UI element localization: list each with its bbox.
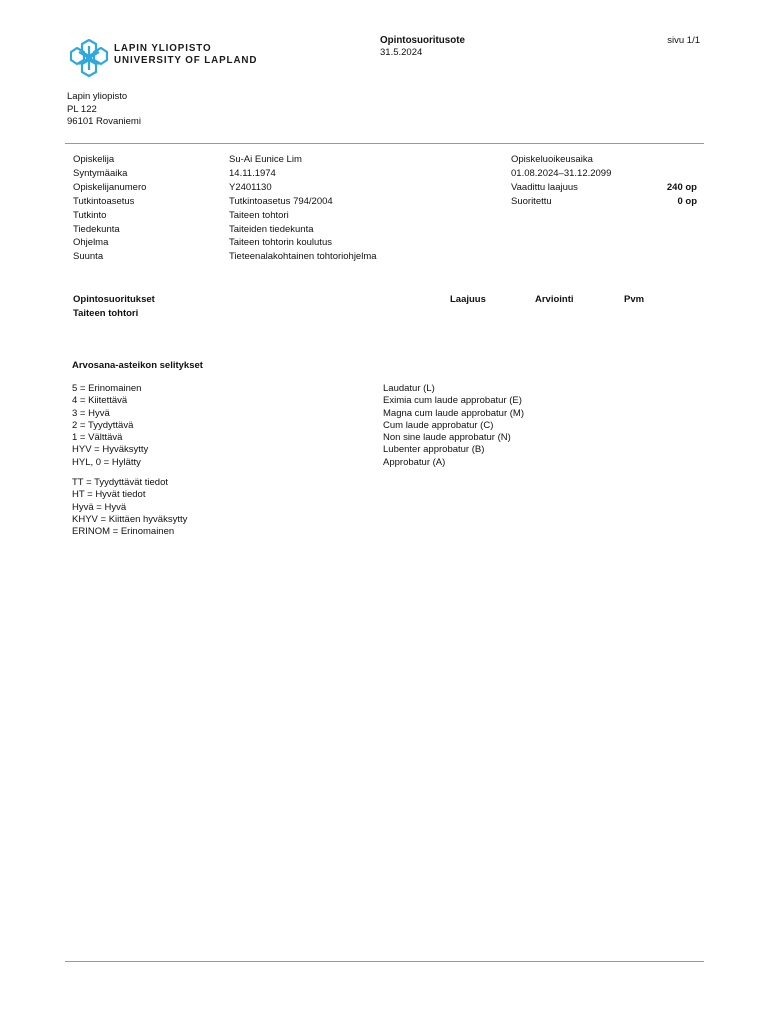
- page-number: sivu 1/1: [667, 35, 700, 46]
- logo-line-fi: LAPIN YLIOPISTO: [114, 43, 212, 54]
- grade-scale-item: ERINOM = Erinomainen: [72, 526, 175, 538]
- info-label: Tiedekunta: [73, 223, 120, 235]
- university-address: [67, 91, 141, 129]
- grade-scale-item: 1 = Välttävä: [72, 432, 123, 444]
- grade-scale-item: Approbatur (A): [383, 456, 446, 468]
- logo-line-en: UNIVERSITY OF LAPLAND: [114, 55, 258, 66]
- grade-scale-item: Hyvä = Hyvä: [72, 501, 127, 513]
- address-line: Lapin yliopisto: [67, 91, 128, 102]
- study-right-period: 01.08.2024–31.12.2099: [511, 167, 612, 179]
- grade-scale-item: TT = Tyydyttävät tiedot: [72, 477, 169, 488]
- info-label: Suunta: [73, 251, 104, 263]
- info-label: Opiskelijanumero: [73, 181, 147, 193]
- grade-scale-item: Laudatur (L): [383, 383, 435, 394]
- info-label: Opiskelija: [73, 154, 115, 165]
- grade-scale-item: 4 = Kiitettävä: [72, 395, 128, 407]
- completed-value: 0 op: [677, 195, 697, 207]
- grade-scale-item: KHYV = Kiittäen hyväksytty: [72, 513, 188, 525]
- grade-scale-item: HT = Hyvät tiedot: [72, 489, 146, 501]
- document-title: Opintosuoritusote: [380, 35, 465, 46]
- grade-scale-item: Non sine laude approbatur (N): [383, 432, 511, 444]
- grade-scale-item: HYV = Hyväksytty: [72, 444, 149, 456]
- column-scope: Laajuus: [450, 294, 486, 305]
- address-line: PL 122: [67, 103, 97, 115]
- required-scope-label: Vaadittu laajuus: [511, 181, 578, 193]
- grade-scale-item: HYL, 0 = Hylätty: [72, 456, 141, 468]
- grade-scale-item: 2 = Tyydyttävä: [72, 419, 134, 431]
- completed-label: Suoritettu: [511, 195, 552, 207]
- university-logo: [70, 38, 258, 78]
- grade-scale-title: Arvosana-asteikon selitykset: [72, 360, 203, 371]
- header-divider: [65, 143, 704, 144]
- grade-scale-latin: [383, 383, 524, 469]
- info-value: 14.11.1974: [229, 167, 276, 179]
- column-date: Pvm: [624, 294, 645, 305]
- column-grade: Arviointi: [535, 294, 574, 305]
- grade-scale-item: Lubenter approbatur (B): [383, 444, 485, 456]
- footer-divider: [65, 961, 704, 962]
- required-scope-value: 240 op: [666, 181, 697, 193]
- student-info-values: [229, 153, 377, 264]
- grade-scale-item: Magna cum laude approbatur (M): [383, 407, 524, 419]
- info-value: Y2401130: [229, 181, 272, 193]
- logo-wordmark: [114, 43, 257, 67]
- info-label: Tutkintoasetus: [73, 195, 135, 207]
- grade-scale-item: 5 = Erinomainen: [72, 383, 142, 394]
- info-label: Tutkinto: [73, 209, 107, 221]
- info-value: Taiteen tohtorin koulutus: [229, 237, 332, 249]
- grade-scale-numeric: [72, 383, 148, 469]
- grade-scale-item: Cum laude approbatur (C): [383, 419, 494, 431]
- info-value: Taiteiden tiedekunta: [229, 223, 314, 235]
- info-value: Su-Ai Eunice Lim: [229, 154, 302, 165]
- student-info-labels: [73, 153, 146, 264]
- records-degree: Taiteen tohtori: [73, 308, 139, 319]
- snowflake-icon: [70, 38, 108, 78]
- grade-scale-item: 3 = Hyvä: [72, 407, 110, 419]
- info-value: Taiteen tohtori: [229, 209, 289, 221]
- records-title: Opintosuoritukset: [73, 294, 155, 305]
- info-label: Syntymäaika: [73, 167, 128, 179]
- document-date: 31.5.2024: [380, 47, 423, 58]
- info-value: Tutkintoasetus 794/2004: [229, 195, 333, 207]
- info-label: Ohjelma: [73, 237, 109, 249]
- study-right-info: [511, 153, 697, 209]
- grade-scale-item: Eximia cum laude approbatur (E): [383, 395, 522, 407]
- required-scope-row: [511, 181, 697, 195]
- info-value: Tieteenalakohtainen tohtoriohjelma: [229, 251, 377, 263]
- study-right-label: Opiskeluoikeusaika: [511, 154, 593, 165]
- study-records-header: [73, 293, 653, 321]
- address-line: 96101 Rovaniemi: [67, 116, 141, 127]
- grade-scale-verbal: [72, 477, 187, 538]
- completed-row: [511, 195, 697, 209]
